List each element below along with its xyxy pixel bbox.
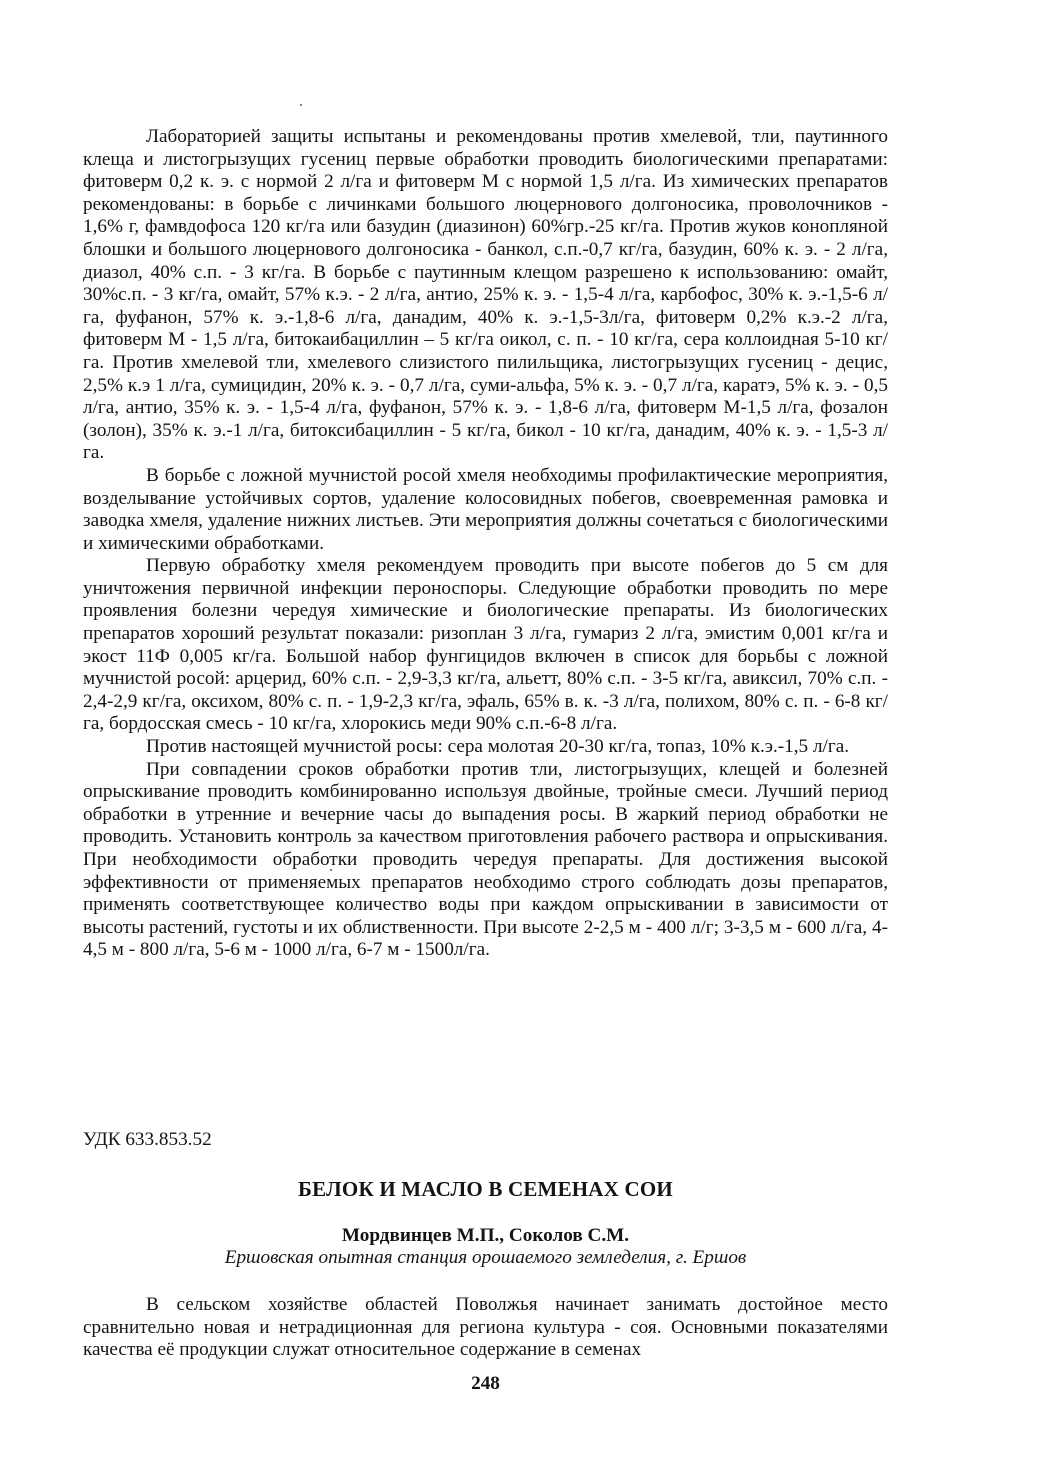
page-number: 248 [471,1373,500,1394]
article-affiliation: Ершовская опытная станция орошаемого земледелия, г. Ершов [224,1247,747,1268]
article-title: БЕЛОК И МАСЛО В СЕМЕНАХ СОИ [298,1177,673,1201]
udk-code: УДК 633.853.52 [83,1129,212,1150]
paragraph-powdery-mildew: Против настоящей мучнистой росы: сера молотая 20-30 кг/га, топаз, 10% к.э.-1,5 л/га. [146,736,850,758]
paragraph-combined-spraying: При совпадении сроков обработки против тли, листогрызущих, клещей и болезней опрыскивание проводить комбинированно используя двойные, тройные смеси. Лучший период обработки в утренние и вечерние часы до выпадения росы. В жаркий период обработки не проводить. Установить контроль за качеством приготовления рабочего раствора и опрыскивания. При необходимости обработки проводить чередуя препараты. Для достижения высокой эффективности от применяемых препаратов необходимо строго соблюдать дозы препаратов, применять соответствующее количество воды при каждом опрыскивании в зависимости от высоты растений, густоты и их облиственности. При высоте 2-2,5 м - 400 л/г; 3-3,5 м - 600 л/га, 4-4,5 м - 800 л/га, 5-6 м - 1000 л/га, 6-7 м - 1500л/га. [83,758,888,961]
paragraph-first-treatment: Первую обработку хмеля рекомендуем проводить при высоте побегов до 5 см для уничтожения первичной инфекции пероноспоры. Следующие обработки проводить по мере проявления болезни чередуя химические и биологические препараты. Из биологических препаратов хороший результат показали: ризоплан 3 л/га, гумариз 2 л/га, эмистим 0,001 кг/га и экост 11Ф 0,005 кг/га. Большой набор фунгицидов включен в список для борьбы с ложной мучнистой росой: арцерид, 60% с.п. - 2,9-3,3 кг/га, альетт, 80% с.п. - 3-5 кг/га, авиксил, 70% с.п. - 2,4-2,9 кг/га, оксихом, 80% с. п. - 1,9-2,3 кг/га, эфаль, 65% в. к. -3 л/га, полихом, 80% с. п. - 6-8 кг/га, бордосская смесь - 10 кг/га, хлорокись меди 90% с.п.-6-8 л/га. [83,555,888,735]
paragraph-downy-mildew-prevention: В борьбе с ложной мучнистой росой хмеля необходимы профилактические мероприятия, возделывание устойчивых сортов, удаление колосовидных побегов, своевременная рамовка и заводка хмеля, удаление нижних листьев. Эти мероприятия должны сочетаться с биологическими и химическими обработками. [83,464,888,554]
body-text [83,126,888,962]
article-intro [83,1294,888,1362]
article-authors: Мордвинцев М.П., Соколов С.М. [341,1225,630,1246]
scan-speck [300,104,302,106]
paragraph-pest-control: Лабораторией защиты испытаны и рекомендованы против хмелевой, тли, паутинного клеща и листогрызущих гусениц первые обработки проводить биологическими препаратами: фитоверм 0,2 к. э. с нормой 2 л/га и фитоверм М с нормой 1,5 л/га. Из химических препаратов рекомендованы: в борьбе с личинками большого люцернового долгоносика, проволочников - 1,6% г, фамвдофоса 120 кг/га или базудин (диазинон) 60%гр.-25 кг/га. Против жуков конопляной блошки и большого люцернового долгоносика - банкол, с.п.-0,7 кг/га, базудин, 60% к. э. - 2 л/га, диазол, 40% с.п. - 3 кг/га. В борьбе с паутинным клещом разрешено к использованию: омайт, 30%с.п. - 3 кг/га, омайт, 57% к.э. - 2 л/га, антио, 25% к. э. - 1,5-4 л/га, карбофос, 30% к. э.-1,5-6 л/га, фуфанон, 57% к. э.-1,8-6 л/га, данадим, 40% к. э.-1,5-3л/га, фитоверм 0,2% к.э.-2 л/га, фитоверм М - 1,5 л/га, битокаибациллин – 5 кг/га оикол, с. п. - 10 кг/га, сера коллоидная 5-10 кг/га. Против хмелевой тли, хмелевого слизистого пилильщика, листогрызущих гусениц - децис, 2,5% к.э 1 л/га, сумицидин, 20% к. э. - 0,7 л/га, суми-альфа, 5% к. э. - 0,7 л/га, каратэ, 5% к. э. - 0,5 л/га, антио, 35% к. э. - 1,5-4 л/га, фуфанон, 57% к. э. - 1,8-6 л/га, фитоверм М-1,5 л/га, фозалон (золон), 35% к. э.-1 л/га, битоксибациллин - 5 кг/га, бикол - 10 кг/га, данадим, 40% к. э. - 1,5-3 л/га. [83,126,888,464]
intro-paragraph: В сельском хозяйстве областей Поволжья начинает занимать достойное место сравнительно новая и нетрадиционная для региона культура - соя. Основными показателями качества её продукции служат относительное содержание в семенах [83,1294,888,1361]
